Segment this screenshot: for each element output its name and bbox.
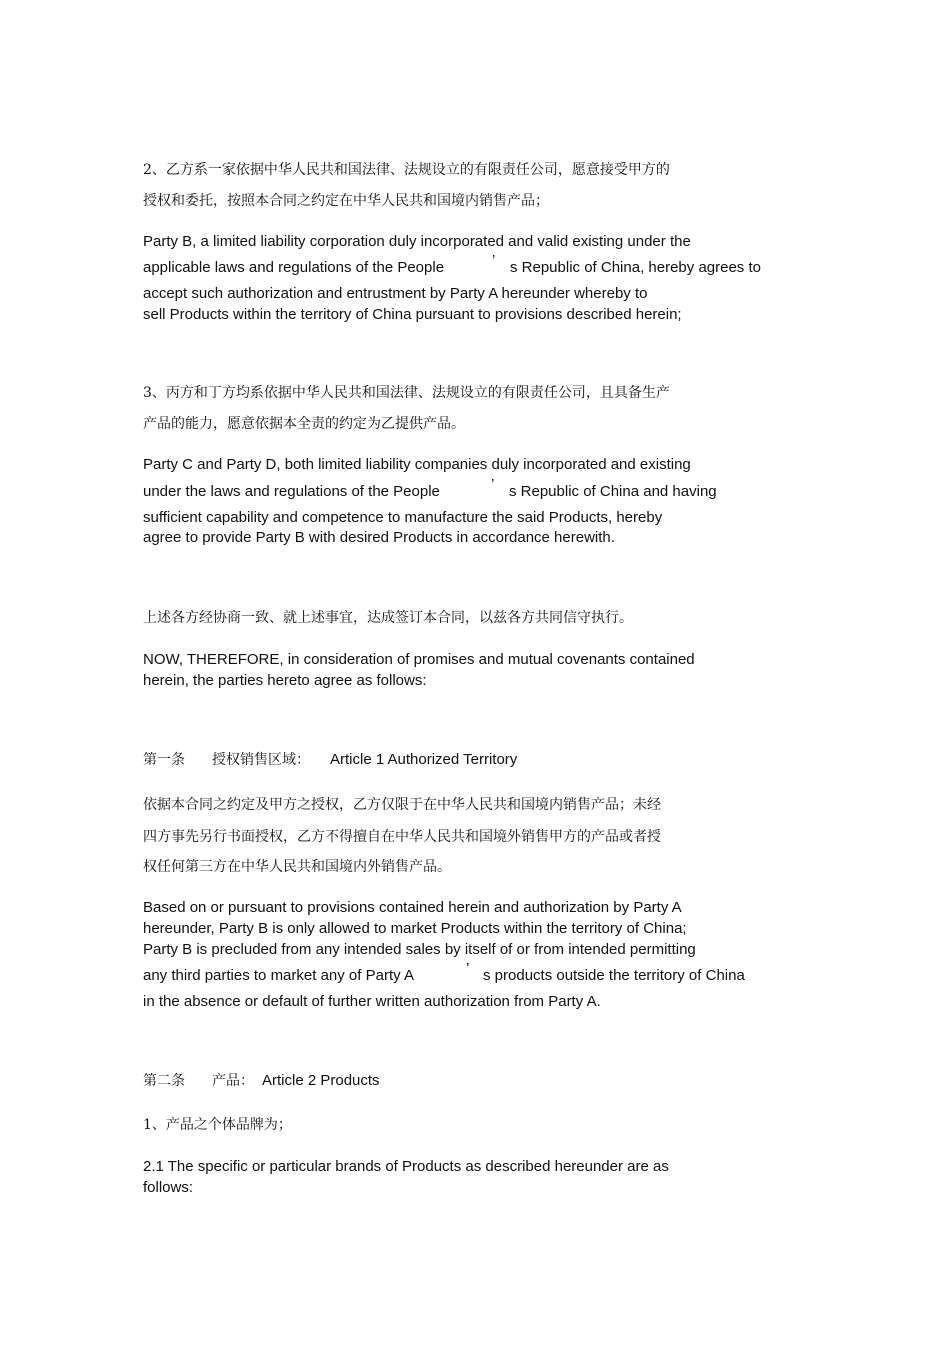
clause-2-zh-line-1: 2、乙方系一家依据中华人民共和国法律、法规设立的有限责任公司，愿意接受甲方的 (143, 162, 670, 178)
article-1-en-line-4b: s products outside the territory of China (483, 967, 745, 984)
clause-3-en-line-4: agree to provide Party B with desired Products in accordance herewith. (143, 529, 615, 546)
article-1-heading (143, 750, 517, 770)
therefore-en-line-1: NOW, THEREFORE, in consideration of promises and mutual covenants contained (143, 651, 695, 668)
clause-3-zh-line-1: 3、丙方和丁方均系依据中华人民共和国法律、法规设立的有限责任公司，且具备生产 (143, 385, 670, 401)
article-1-zh-line-3: 权任何第三方在中华人民共和国境内外销售产品。 (143, 859, 451, 875)
clause-3-en-line-2b: s Republic of China and having (509, 483, 717, 500)
clause-2-en-line-3: accept such authorization and entrustment by Party A hereunder whereby to (143, 285, 648, 302)
apostrophe-mark: ’ (492, 252, 496, 269)
article-1-en-line-3: Party B is precluded from any intended sales by itself of or from intended permitting (143, 941, 696, 958)
therefore-zh: 上述各方经协商一致、就上述事宜，达成签订本合同，以兹各方共同信守执行。 (143, 610, 633, 626)
article-1-en-line-2: hereunder, Party B is only allowed to market Products within the territory of China; (143, 920, 687, 937)
article-1-en-line-4a: any third parties to market any of Party A (143, 967, 414, 984)
article-1-number: 第一条 (143, 752, 185, 768)
article-1-en-line-5: in the absence or default of further written authorization from Party A. (143, 993, 601, 1010)
article-2-title-zh: 产品： (212, 1073, 254, 1089)
article-2-en-line-2: follows: (143, 1179, 194, 1196)
article-2-number: 第二条 (143, 1073, 185, 1089)
article-1-title-zh: 授权销售区域： (212, 752, 310, 768)
clause-3-en-line-1: Party C and Party D, both limited liability companies duly incorporated and existing (143, 456, 691, 473)
article-1-title-en: Article 1 Authorized Territory (330, 751, 518, 768)
article-2-heading (143, 1071, 380, 1091)
therefore-en-line-2: herein, the parties hereto agree as follows: (143, 672, 427, 689)
clause-3-en-line-3: sufficient capability and competence to manufacture the said Products, hereby (143, 509, 663, 526)
article-1-zh-line-1: 依据本合同之约定及甲方之授权，乙方仅限于在中华人民共和国境内销售产品；未经 (143, 797, 661, 813)
article-2-title-en: Article 2 Products (262, 1072, 380, 1089)
clause-3-zh-line-2: 产品的能力，愿意依据本全责的约定为乙提供产品。 (143, 416, 465, 432)
article-1-zh-line-2: 四方事先另行书面授权，乙方不得擅自在中华人民共和国境外销售甲方的产品或者授 (143, 829, 661, 845)
clause-2-en-line-2a: applicable laws and regulations of the People (143, 259, 445, 276)
clause-2-en-line-2b: s Republic of China, hereby agrees to (510, 259, 761, 276)
clause-2-en-line-1: Party B, a limited liability corporation duly incorporated and valid existing under the (143, 233, 691, 250)
article-2-en-line-1: 2.1 The specific or particular brands of Products as described hereunder are as (143, 1158, 669, 1175)
clause-2-en-line-4: sell Products within the territory of China pursuant to provisions described herein; (143, 306, 682, 323)
clause-3-en-line-2a: under the laws and regulations of the People (143, 483, 440, 500)
apostrophe-mark: ’ (491, 476, 495, 493)
clause-2-zh-line-2: 授权和委托，按照本合同之约定在中华人民共和国境内销售产品； (143, 193, 549, 209)
article-1-en-line-1: Based on or pursuant to provisions contained herein and authorization by Party A (143, 899, 682, 916)
apostrophe-mark: ’ (466, 960, 470, 977)
article-2-zh-line-1: 1、产品之个体品牌为； (143, 1117, 292, 1133)
